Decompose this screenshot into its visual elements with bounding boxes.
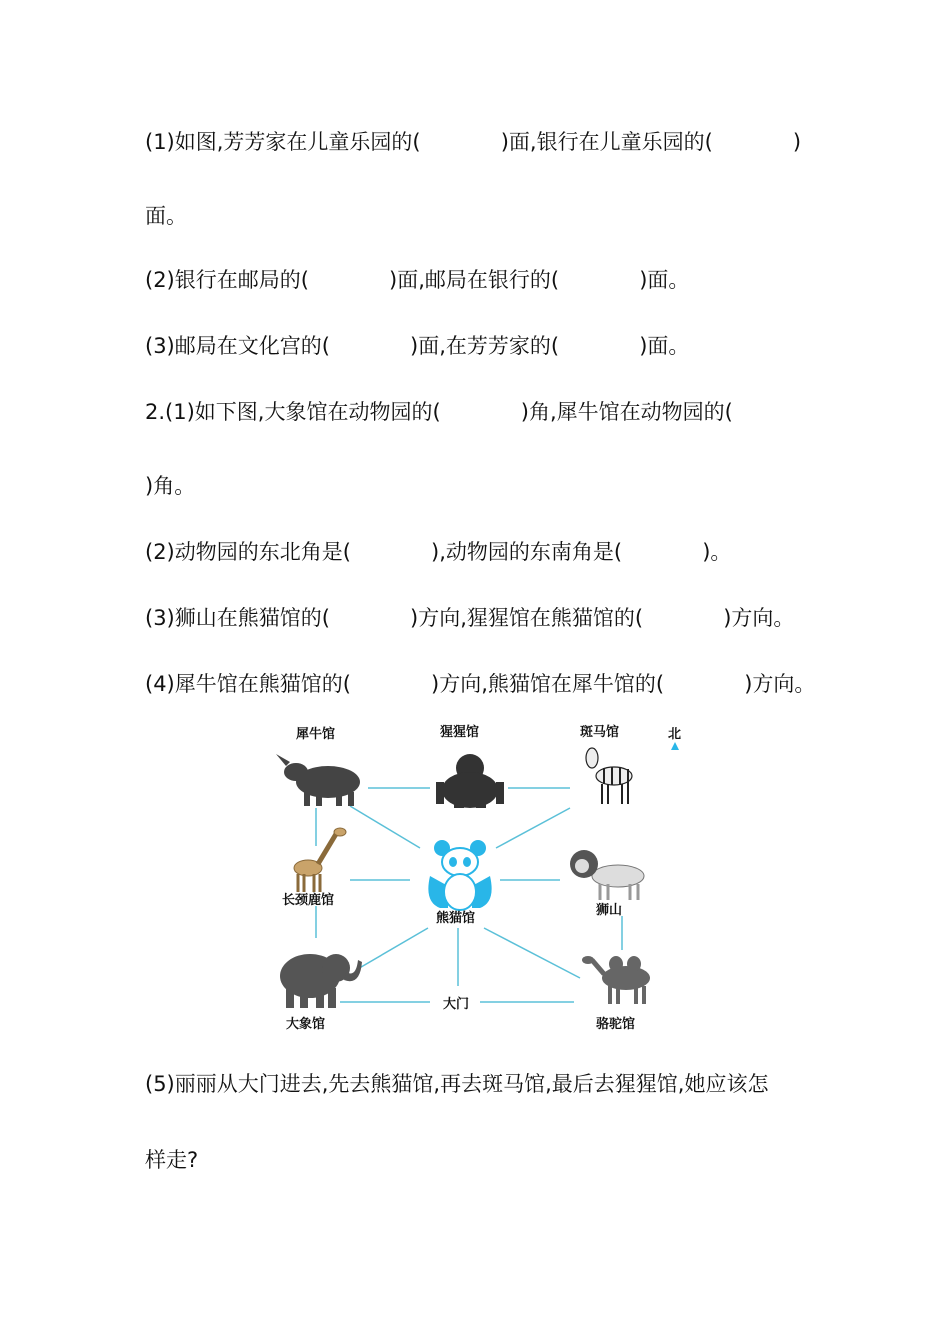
- label-zebra: 斑马馆: [580, 725, 620, 740]
- zoo-map: [270, 716, 690, 1038]
- gorilla-icon: [436, 754, 504, 808]
- label-rhino: 犀牛馆: [296, 727, 336, 742]
- q2-part2: (2)动物园的东北角是( ),动物园的东南角是( )。: [145, 540, 732, 564]
- q2-part5-line2: 样走?: [145, 1148, 199, 1172]
- lion-icon: [570, 850, 644, 900]
- q1-part2: (2)银行在邮局的( )面,邮局在银行的( )面。: [145, 268, 690, 292]
- rhino-icon: [276, 754, 360, 806]
- north-arrow-icon: [671, 742, 679, 750]
- q2-part1-line1: 2.(1)如下图,大象馆在动物园的( )角,犀牛馆在动物园的(: [145, 400, 733, 424]
- label-giraffe: 长颈鹿馆: [282, 893, 335, 908]
- q1-part3: (3)邮局在文化宫的( )面,在芳芳家的( )面。: [145, 334, 690, 358]
- panda-icon: [428, 840, 491, 910]
- giraffe-icon: [294, 828, 346, 892]
- label-panda: 熊猫馆: [436, 911, 476, 926]
- camel-icon: [582, 956, 650, 1004]
- label-gorilla: 猩猩馆: [440, 725, 480, 740]
- q2-part1-line2: )角。: [145, 474, 196, 498]
- q1-part1-line1: (1)如图,芳芳家在儿童乐园的( )面,银行在儿童乐园的( ): [145, 130, 802, 154]
- q2-part3: (3)狮山在熊猫馆的( )方向,猩猩馆在熊猫馆的( )方向。: [145, 606, 795, 630]
- label-gate: 大门: [443, 997, 470, 1012]
- label-lion: 狮山: [596, 903, 623, 918]
- elephant-icon: [280, 954, 362, 1008]
- q1-part1-line2: 面。: [145, 204, 187, 228]
- label-camel: 骆驼馆: [596, 1017, 636, 1032]
- q2-part5-line1: (5)丽丽从大门进去,先去熊猫馆,再去斑马馆,最后去猩猩馆,她应该怎: [145, 1072, 769, 1096]
- q2-part4: (4)犀牛馆在熊猫馆的( )方向,熊猫馆在犀牛馆的( )方向。: [145, 672, 816, 696]
- zebra-icon: [586, 748, 632, 804]
- label-elephant: 大象馆: [286, 1017, 326, 1032]
- north-label: 北: [668, 727, 682, 742]
